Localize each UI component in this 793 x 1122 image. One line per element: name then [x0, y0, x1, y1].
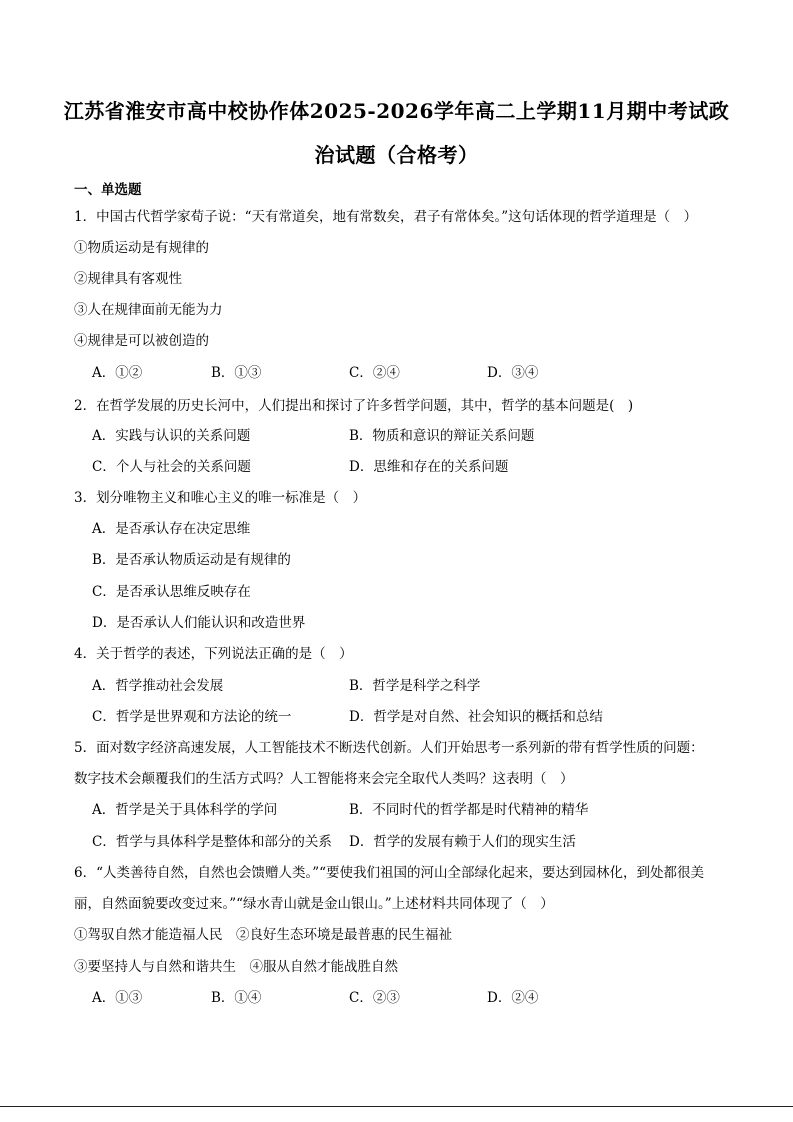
- question-3-option-a: A．是否承认存在决定思维: [92, 521, 251, 537]
- question-6-option-a: A．①③: [92, 990, 143, 1006]
- question-3-option-c: C．是否承认思维反映存在: [92, 584, 251, 600]
- question-1-option-c: C．②④: [349, 365, 400, 381]
- question-5-option-d: D．哲学的发展有赖于人们的现实生活: [349, 834, 576, 850]
- document-title-line-2: 治试题（合格考）: [314, 143, 479, 167]
- question-6-option-c: C．②③: [349, 990, 400, 1006]
- document-title-line-1: 江苏省淮安市高中校协作体2025-2026学年高二上学期11月期中考试政: [63, 99, 730, 123]
- question-4-option-d: D．哲学是对自然、社会知识的概括和总结: [349, 709, 603, 725]
- question-1-statement-2: ②规律具有客观性: [74, 271, 182, 287]
- question-4-option-a: A．哲学推动社会发展: [92, 678, 224, 694]
- question-1-option-b: B．①③: [211, 365, 262, 381]
- question-3-option-d: D．是否承认人们能认识和改造世界: [92, 615, 306, 631]
- question-1-stem: 1．中国古代哲学家荀子说：“天有常道矣，地有常数矣，君子有常体矣。”这句话体现的哲学道理是（ ）: [74, 209, 698, 225]
- question-6-statements-line-1: ①驾驭自然才能造福人民 ②良好生态环境是最普惠的民生福祉: [74, 927, 452, 943]
- question-1-option-d: D．③④: [487, 365, 539, 381]
- question-5-option-b: B．不同时代的哲学都是时代精神的精华: [349, 802, 589, 818]
- question-6-stem-line-1: 6．“人类善待自然，自然也会馈赠人类。”“要使我们祖国的河山全部绿化起来，要达到园林化，到处都很美: [74, 865, 705, 881]
- question-2-option-c: C．个人与社会的关系问题: [92, 459, 251, 475]
- section-heading: 一、单选题: [74, 182, 142, 198]
- question-4-option-b: B．哲学是科学之科学: [349, 678, 481, 694]
- question-2-option-a: A．实践与认识的关系问题: [92, 428, 251, 444]
- question-5-option-c: C．哲学与具体科学是整体和部分的关系: [92, 834, 332, 850]
- question-6-option-d: D．②④: [487, 990, 539, 1006]
- question-5-option-a: A．哲学是关于具体科学的学问: [92, 802, 278, 818]
- question-3-stem: 3．划分唯物主义和唯心主义的唯一标准是（ ）: [74, 490, 367, 506]
- question-6-stem-line-2: 丽，自然面貌要改变过来。”“绿水青山就是金山银山。”上述材料共同体现了（ ）: [74, 896, 554, 912]
- question-2-option-b: B．物质和意识的辩证关系问题: [349, 428, 535, 444]
- question-3-option-b: B．是否承认物质运动是有规律的: [92, 552, 291, 568]
- question-2-option-d: D．思维和存在的关系问题: [349, 459, 509, 475]
- question-5-stem-line-2: 数字技术会颠覆我们的生活方式吗？人工智能将来会完全取代人类吗？这表明（ ）: [74, 771, 574, 787]
- question-6-statements-line-2: ③要坚持人与自然和谐共生 ④服从自然才能战胜自然: [74, 959, 398, 975]
- page-bottom-rule: [0, 1106, 793, 1107]
- question-1-statement-1: ①物质运动是有规律的: [74, 240, 209, 256]
- question-5-stem-line-1: 5．面对数字经济高速发展，人工智能技术不断迭代创新。人们开始思考一系列新的带有哲学性质的问题：: [74, 740, 704, 756]
- question-1-statement-4: ④规律是可以被创造的: [74, 333, 209, 349]
- question-6-option-b: B．①④: [211, 990, 262, 1006]
- question-1-option-a: A．①②: [92, 365, 143, 381]
- question-2-stem: 2．在哲学发展的历史长河中，人们提出和探讨了许多哲学问题，其中，哲学的基本问题是( ): [74, 398, 634, 414]
- question-1-statement-3: ③人在规律面前无能为力: [74, 302, 223, 318]
- question-4-option-c: C．哲学是世界观和方法论的统一: [92, 709, 292, 725]
- question-4-stem: 4．关于哲学的表述，下列说法正确的是（ ）: [74, 646, 353, 662]
